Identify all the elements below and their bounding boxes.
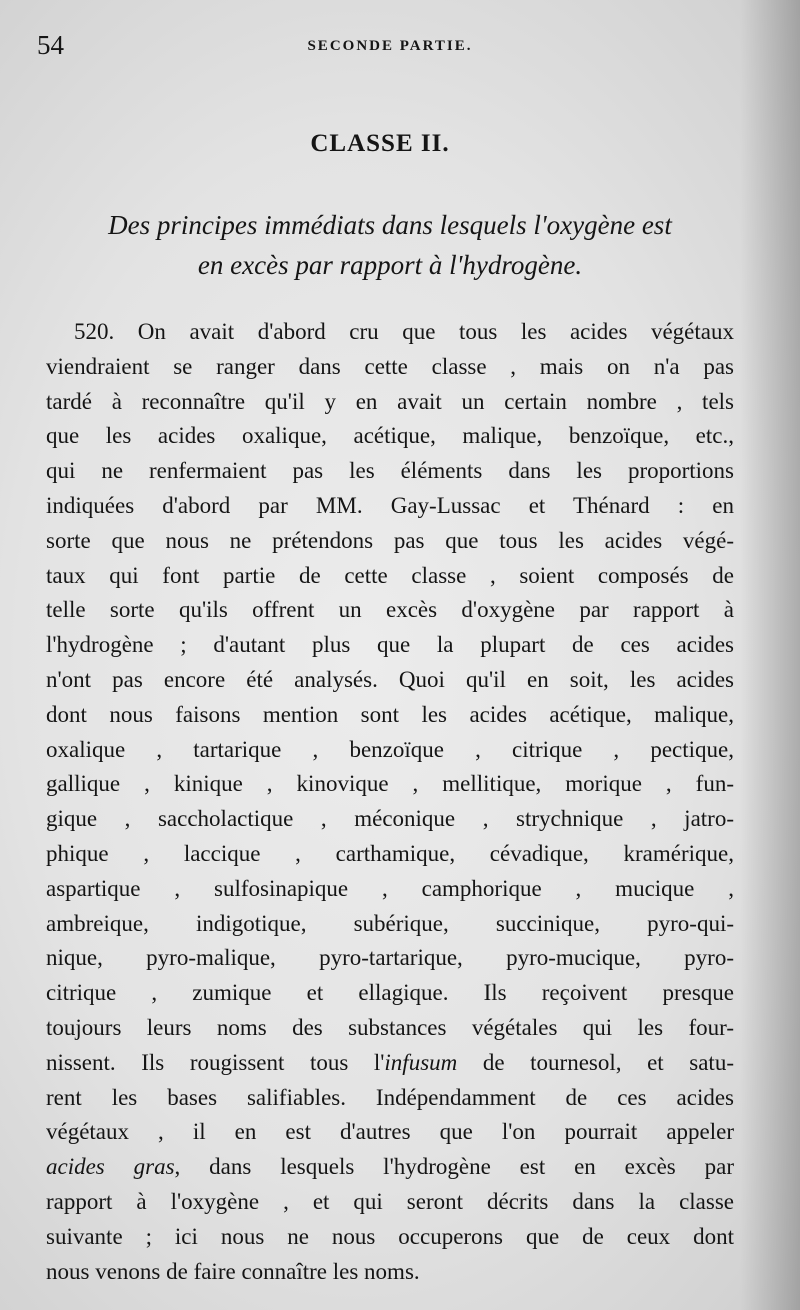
text-run: qui ne renfermaient pas les éléments dans les proportions <box>46 458 734 484</box>
text-line <box>46 1115 734 1150</box>
text-line <box>46 1011 734 1046</box>
section-subtitle <box>40 205 740 285</box>
text-line <box>46 837 734 872</box>
running-head: SECONDE PARTIE. <box>307 38 473 54</box>
text-line <box>46 593 734 628</box>
text-run: nous venons de faire connaître les noms. <box>46 1258 420 1284</box>
text-line <box>46 385 734 420</box>
text-run: que les acides oxalique, acétique, malique, benzoïque, etc., <box>46 423 734 449</box>
text-run: de tournesol, et satu- <box>457 1049 734 1075</box>
text-run: telle sorte qu'ils offrent un excès d'oxygène par rapport à <box>46 597 734 623</box>
text-line <box>46 454 734 489</box>
text-line <box>46 1046 734 1081</box>
text-run: taux qui font partie de cette classe , soient composés de <box>46 562 734 588</box>
class-heading: CLASSE II. <box>310 130 450 157</box>
text-line <box>46 315 734 350</box>
italic-term: acides gras <box>46 1154 175 1180</box>
text-line <box>46 663 734 698</box>
text-line <box>46 350 734 385</box>
text-run: végétaux , il en est d'autres que l'on pourrait appeler <box>46 1119 734 1145</box>
text-run: ambreique, indigotique, subérique, succinique, pyro-qui- <box>46 910 734 936</box>
text-line <box>46 698 734 733</box>
text-run: indiquées d'abord par MM. Gay-Lussac et Thénard : en <box>46 492 734 518</box>
page-number: 54 <box>37 30 64 60</box>
text-line <box>46 559 734 594</box>
text-line <box>46 976 734 1011</box>
text-line <box>46 1185 734 1220</box>
text-run: viendraient se ranger dans cette classe , mais on n'a pas <box>46 353 734 379</box>
text-run: , dans lesquels l'hydrogène est en excès par <box>174 1154 734 1180</box>
text-run: sorte que nous ne prétendons pas que tous les acides végé- <box>46 527 734 553</box>
subtitle-line: Des principes immédiats dans lesquels l'oxygène est <box>108 210 672 240</box>
text-run: rapport à l'oxygène , et qui seront décrits dans la classe <box>46 1188 734 1214</box>
text-line <box>46 489 734 524</box>
text-line <box>46 1255 734 1290</box>
text-run: 520. On avait d'abord cru que tous les acides végétaux <box>74 319 734 344</box>
text-line <box>46 872 734 907</box>
text-run: n'ont pas encore été analysés. Quoi qu'il en soit, les acides <box>46 666 734 692</box>
text-line <box>46 1081 734 1116</box>
text-run: suivante ; ici nous ne nous occuperons que de ceux dont <box>46 1223 734 1249</box>
text-run: nique, pyro-malique, pyro-tartarique, pyro-mucique, pyro- <box>46 945 734 971</box>
text-run: phique , laccique , carthamique, cévadique, kramérique, <box>46 840 734 866</box>
text-run: l'hydrogène ; d'autant plus que la plupart de ces acides <box>46 632 734 658</box>
text-line <box>46 524 734 559</box>
text-run: nissent. Ils rougissent tous l' <box>46 1049 385 1075</box>
text-run: toujours leurs noms des substances végétales qui les four- <box>46 1014 734 1040</box>
text-run: gique , saccholactique , méconique , strychnique , jatro- <box>46 806 734 832</box>
text-line <box>46 802 734 837</box>
subtitle-line: en excès par rapport à l'hydrogène. <box>197 250 583 280</box>
paragraph-520 <box>46 315 734 1289</box>
text-run: dont nous faisons mention sont les acides acétique, malique, <box>46 701 734 727</box>
text-run: aspartique , sulfosinapique , camphorique , mucique , <box>46 875 734 901</box>
text-line <box>46 907 734 942</box>
text-line <box>46 1150 734 1185</box>
text-run: tardé à reconnaître qu'il y en avait un certain nombre , tels <box>46 388 734 414</box>
text-run: gallique , kinique , kinovique , mellitique, morique , fun- <box>46 771 734 797</box>
text-line <box>46 733 734 768</box>
text-run: oxalique , tartarique , benzoïque , citrique , pectique, <box>46 736 734 762</box>
text-line <box>46 628 734 663</box>
text-line <box>46 767 734 802</box>
text-line <box>46 1220 734 1255</box>
text-line <box>46 941 734 976</box>
text-run: citrique , zumique et ellagique. Ils reçoivent presque <box>46 980 734 1006</box>
text-line <box>46 419 734 454</box>
italic-term: infusum <box>384 1049 458 1075</box>
text-run: rent les bases salifiables. Indépendamment de ces acides <box>46 1084 734 1110</box>
page-edge-shadow <box>740 0 800 1310</box>
